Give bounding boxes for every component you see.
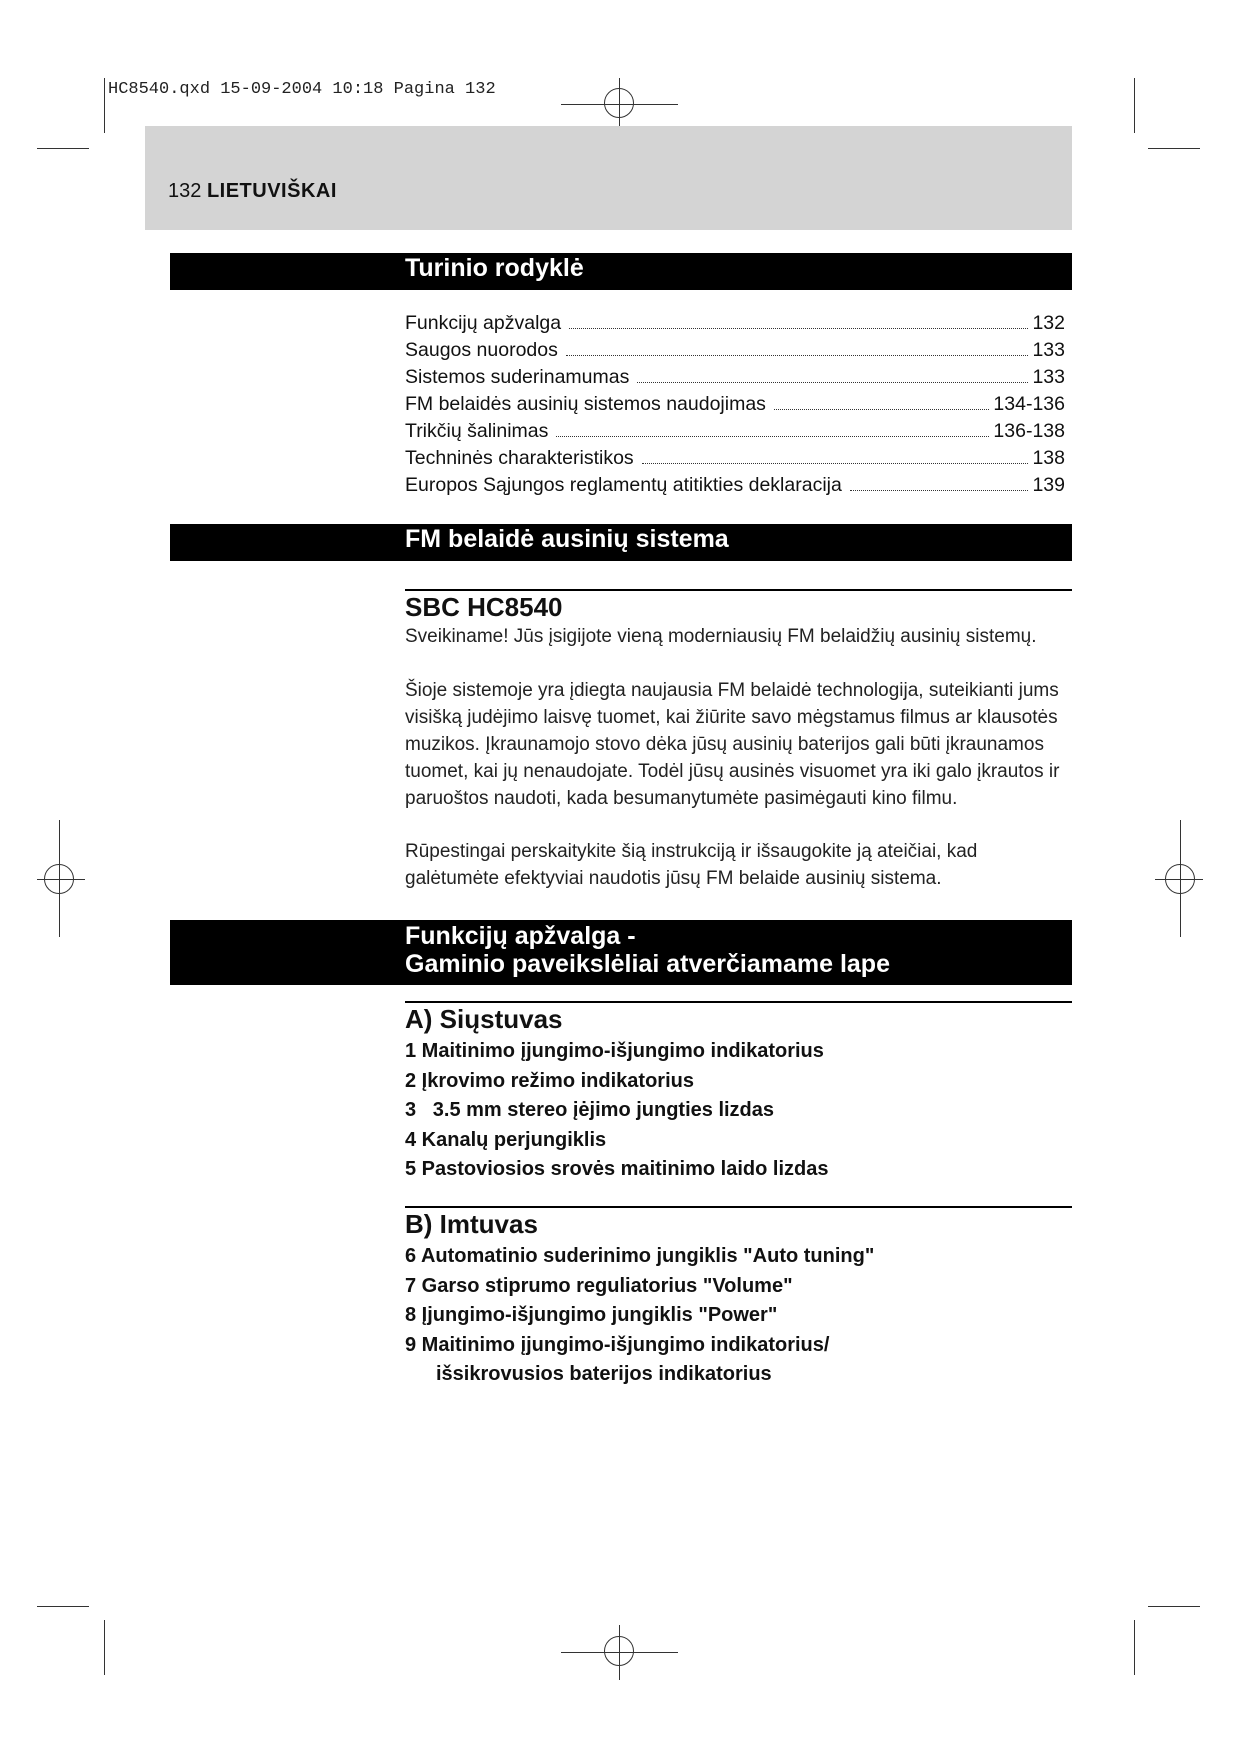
list-item: išsikrovusios baterijos indikatorius [436,1363,772,1385]
transmitter-heading: A) Siųstuvas [405,1004,563,1034]
features-title-bar [170,920,1072,985]
greeting-text: Sveikiname! Jūs įsigijote vieną moderniausių FM belaidžių ausinių sistemų. [405,626,1037,647]
toc-item[interactable]: Europos Sąjungos reglamentų atitikties deklaracija 139 [405,474,1065,496]
intro-title-bar [170,524,1072,561]
toc-item[interactable]: Funkcijų apžvalga 132 [405,312,1065,334]
header-band [145,126,1072,230]
list-item: 2 Įkrovimo režimo indikatorius [405,1069,694,1092]
intro-paragraph-2: Rūpestingai perskaitykite šią instrukciją ir išsaugokite ją ateičiai, kad galėtumėte efektyviai naudotis jūsų FM belaide ausinių sistema. [405,841,978,889]
features-title-line-1: Funkcijų apžvalga - [405,922,636,950]
list-item: 5 Pastoviosios srovės maitinimo laido lizdas [405,1158,829,1180]
toc-item[interactable]: FM belaidės ausinių sistemos naudojimas 134-136 [405,393,1065,415]
toc-item[interactable]: Saugos nuorodos 133 [405,339,1065,361]
toc-title-bar [170,253,1072,290]
page-header [168,180,337,203]
list-item: 3 3.5 mm stereo įėjimo jungties lizdas [405,1099,775,1121]
list-item: 9 Maitinimo įjungimo-išjungimo indikatorius/ [405,1333,830,1356]
list-item: 1 Maitinimo įjungimo-išjungimo indikatorius [405,1040,824,1062]
transmitter-parts-list [405,1037,828,1185]
list-item: 7 Garso stiprumo reguliatorius "Volume" [405,1274,793,1297]
table-of-contents [405,312,1065,501]
language-label: LIETUVIŠKAI [206,180,337,202]
divider-rule [405,1001,1072,1003]
print-slug: HC8540.qxd 15-09-2004 10:18 Pagina 132 [108,80,496,99]
divider-rule [405,589,1072,591]
toc-item[interactable]: Techninės charakteristikos 138 [405,447,1065,469]
divider-rule [405,1206,1072,1208]
model-heading: SBC HC8540 [405,592,563,622]
receiver-heading: B) Imtuvas [405,1209,538,1239]
list-item: 8 Įjungimo-išjungimo jungiklis "Power" [405,1304,778,1326]
toc-item[interactable]: Trikčių šalinimas 136-138 [405,420,1065,442]
features-title-line-2: Gaminio paveikslėliai atverčiamame lape [405,950,890,978]
list-item: 6 Automatinio suderinimo jungiklis "Auto tuning" [405,1245,875,1267]
receiver-parts-list [405,1242,874,1390]
toc-title: Turinio rodyklė [405,254,584,282]
list-item: 4 Kanalų perjungiklis [405,1128,607,1151]
toc-item[interactable]: Sistemos suderinamumas 133 [405,366,1065,388]
page-number: 132 [168,180,202,202]
intro-section-title: FM belaidė ausinių sistema [405,525,729,553]
intro-paragraph-1: Šioje sistemoje yra įdiegta naujausia FM belaidė technologija, suteikianti jums visišką judėjimo laisvę tuomet, kai žiūrite savo mėgstamus filmus ar klausotės muzikos. Įkraunamojo stovo dėka jūsų ausinių baterijos gali būti įkraunamos tuomet, kai jų nenaudojate. Todėl jūsų ausinės visuomet yra iki galo įkrautos ir paruoštos naudoti, kada besumanytumėte pasimėgauti kino filmu. [405,680,1060,809]
